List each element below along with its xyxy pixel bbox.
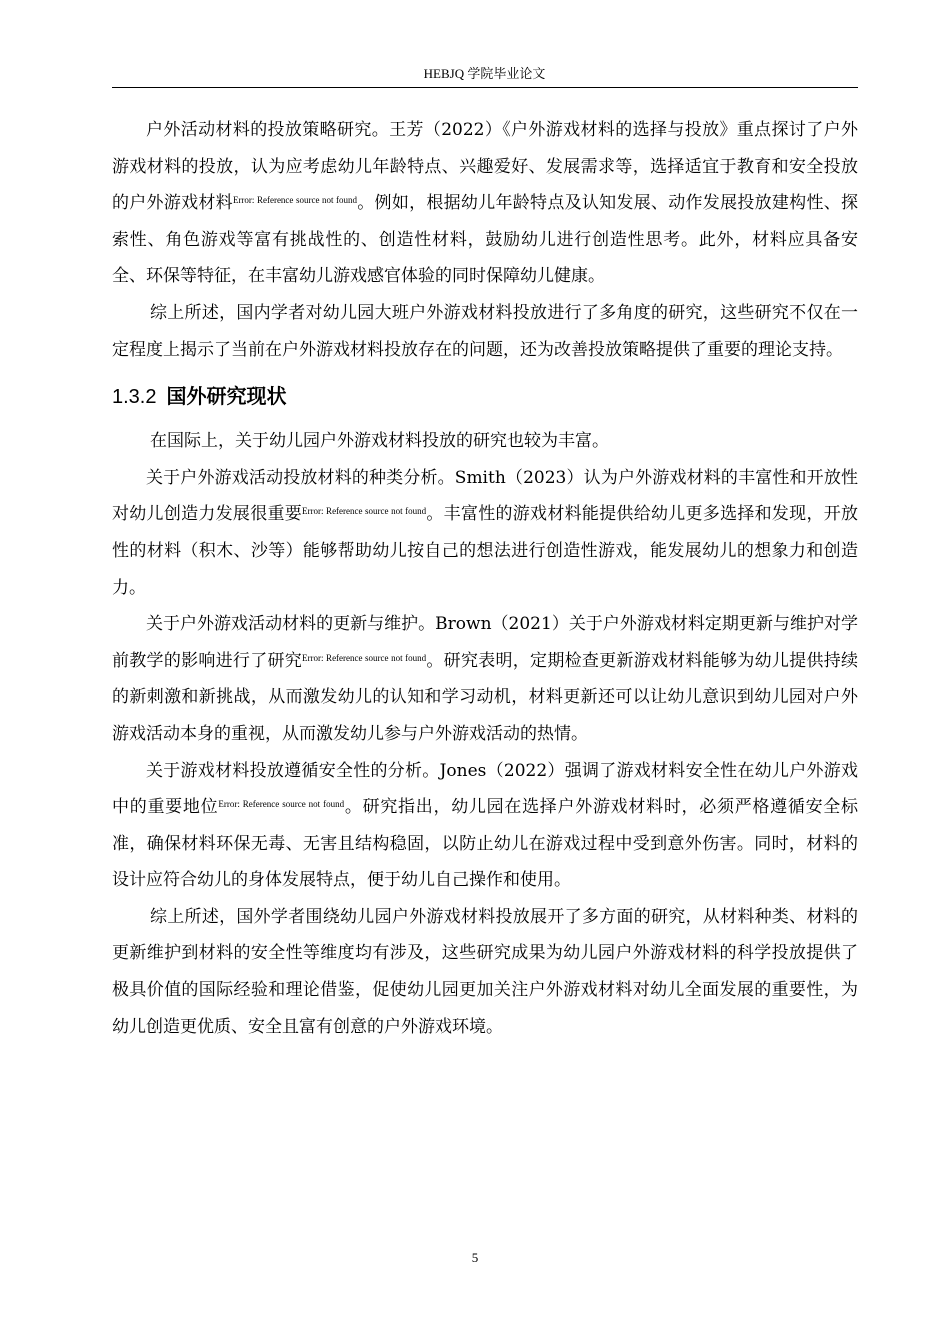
reference-error: Error: Reference source not found	[302, 652, 427, 663]
reference-error: Error: Reference source not found	[218, 799, 345, 810]
paragraph-text: 综上所述，国外学者围绕幼儿园户外游戏材料投放展开了多方面的研究，从材料种类、材料的更新维护到材料的安全性等维度均有涉及，这些研究成果为幼儿园户外游戏材料的科学投放提供了极具价值的国际经验和理论借鉴，促使幼儿园更加关注户外游戏材料对幼儿全面发展的重要性，为幼儿创造更优质、安全且富有创意的户外游戏环境。	[112, 906, 858, 1037]
paragraph-text: 。研究指出，幼儿园在选择户外游戏材料时，必须严格遵循安全标准，确保材料环保无毒、无害且结构稳固，以防止幼儿在游戏过程中受到意外伤害。同时，材料的设计应符合幼儿的身体发展特点，便于幼儿自己操作和使用。	[112, 797, 859, 891]
paragraph-text: 综上所述，国内学者对幼儿园大班户外游戏材料投放进行了多角度的研究，这些研究不仅在一定程度上揭示了当前在户外游戏材料投放存在的问题，还为改善投放策略提供了重要的理论支持。	[112, 302, 858, 360]
header-rule	[112, 87, 858, 88]
paragraph-international-intro	[112, 423, 858, 460]
page-number: 5	[471, 1250, 479, 1265]
paragraph-text: 关于户外游戏活动材料的更新与维护。Brown（2021）关于户外游戏材料定期更新与维护对学前教学的影响进行了研究	[112, 614, 858, 671]
paragraph-material-update	[112, 606, 858, 752]
reference-error: Error: Reference source not found	[302, 506, 427, 517]
paragraph-text: 。例如，根据幼儿年龄特点及认知发展、动作发展投放建构性、探索性、角色游戏等富有挑战性的、创造性材料，鼓励幼儿进行创造性思考。此外，材料应具备安全、环保等特征，在丰富幼儿游戏感官体验的同时保障幼儿健康。	[112, 193, 859, 287]
section-number: 1.3.2	[112, 386, 157, 409]
paragraph-domestic-summary	[112, 295, 858, 368]
paragraph-international-summary	[112, 899, 858, 1045]
section-heading	[112, 378, 858, 415]
paragraph-text: 关于户外游戏活动投放材料的种类分析。Smith（2023）认为户外游戏材料的丰富性和开放性对幼儿创造力发展很重要	[112, 467, 858, 525]
paragraph-material-safety	[112, 753, 858, 899]
page-header: HEBJQ 学院毕业论文	[423, 66, 546, 81]
section-title: 国外研究现状	[166, 384, 287, 409]
paragraph-text: 关于游戏材料投放遵循安全性的分析。Jones（2022）强调了游戏材料安全性在幼儿户外游戏中的重要地位	[112, 760, 858, 818]
paragraph-material-strategy	[112, 112, 858, 295]
reference-error: Error: Reference source not found	[232, 195, 357, 206]
paragraph-text: 在国际上，关于幼儿园户外游戏材料投放的研究也较为丰富。	[150, 431, 609, 452]
document-body	[112, 112, 858, 1045]
paragraph-material-types	[112, 460, 858, 606]
paragraph-text: 。研究表明，定期检查更新游戏材料能够为幼儿提供持续的新刺激和新挑战，从而激发幼儿的认知和学习动机，材料更新还可以让幼儿意识到幼儿园对户外游戏活动本身的重视，从而激发幼儿参与户外游戏活动的热情。	[112, 650, 859, 744]
paragraph-text: 户外活动材料的投放策略研究。王芳（2022）《户外游戏材料的选择与投放》重点探讨了户外游戏材料的投放，认为应考虑幼儿年龄特点、兴趣爱好、发展需求等，选择适宜于教育和安全投放的户外游戏材料	[112, 120, 858, 214]
paragraph-text: 。丰富性的游戏材料能提供给幼儿更多选择和发现，开放性的材料（积木、沙等）能够帮助幼儿按自己的想法进行创造性游戏，能发展幼儿的想象力和创造力。	[112, 504, 859, 598]
